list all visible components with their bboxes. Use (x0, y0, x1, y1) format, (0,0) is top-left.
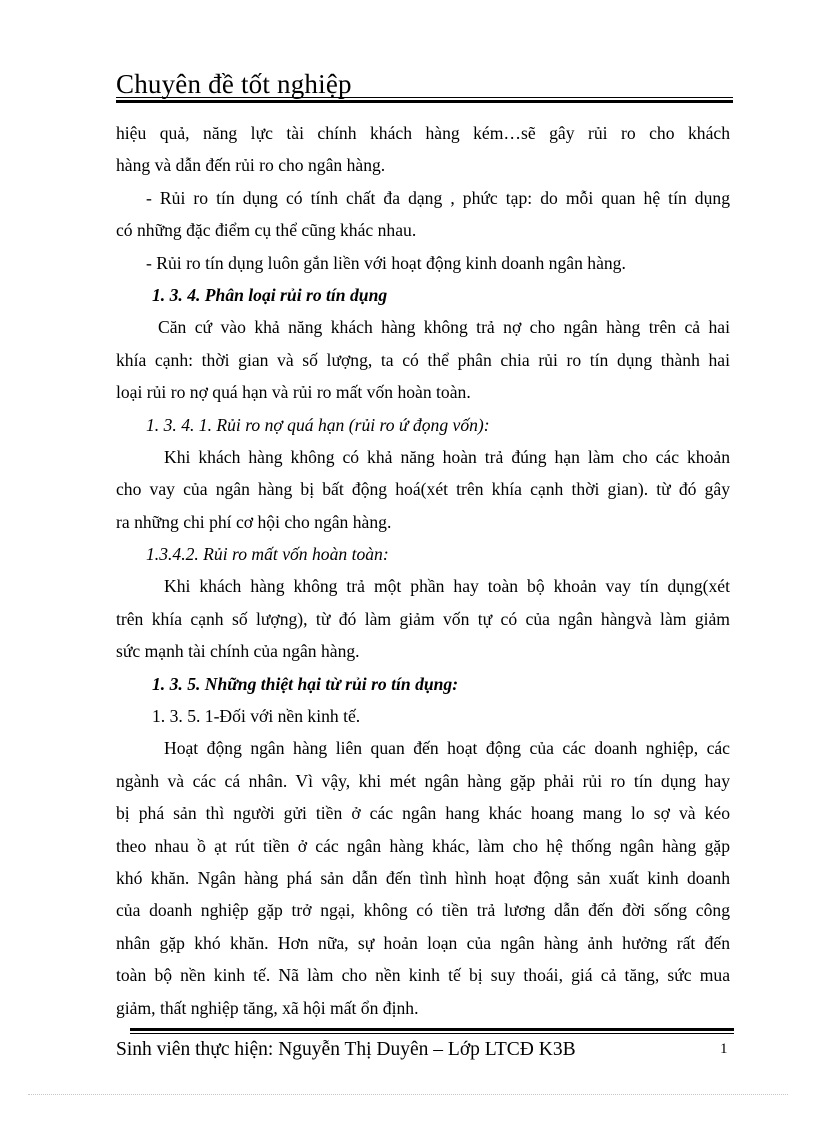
page-header-title: Chuyên đề tốt nghiệp (116, 69, 352, 99)
paragraph-line: ngành và các cá nhân. Vì vậy, khi mét ngân hàng gặp phải rủi ro tín dụng hay (116, 770, 730, 791)
paragraph-line: cho vay của ngân hàng bị bất động hoá(xét trên khía cạnh thời gian). từ đó gây (116, 479, 730, 500)
page-bottom-dotted-border (28, 1094, 788, 1095)
paragraph-line: của doanh nghiệp gặp trở ngại, không có tiền trả lương dẫn đến đời sống công (116, 900, 730, 921)
paragraph-line: nhân gặp khó khăn. Hơn nữa, sự hoản loạn của ngân hàng ảnh hưởng rất đến (116, 932, 730, 953)
section-heading: 1. 3. 5. Những thiệt hại từ rủi ro tín dụng: (152, 673, 459, 694)
paragraph-line: Khi khách hàng không có khả năng hoàn trả đúng hạn làm cho các khoản (164, 446, 730, 467)
paragraph-line: - Rủi ro tín dụng luôn gắn liền với hoạt động kinh doanh ngân hàng. (146, 252, 626, 273)
header-rule-thick (116, 100, 733, 103)
subsection-heading: 1. 3. 4. 1. Rủi ro nợ quá hạn (rủi ro ứ đọng vốn): (146, 414, 490, 435)
paragraph-line: Khi khách hàng không trả một phần hay toàn bộ khoản vay tín dụng(xét (164, 576, 730, 597)
paragraph-line: ra những chi phí cơ hội cho ngân hàng. (116, 511, 392, 532)
paragraph-line: trên khía cạnh số lượng), từ đó làm giảm vốn tự có của ngân hàngvà làm giảm (116, 608, 730, 629)
section-heading: 1. 3. 4. Phân loại rủi ro tín dụng (152, 284, 388, 305)
paragraph-line: hàng và dẫn đến rủi ro cho ngân hàng. (116, 155, 386, 176)
body-text (116, 117, 730, 1024)
paragraph-line: khía cạnh: thời gian và số lượng, ta có thể phân chia rủi ro tín dụng thành hai (116, 349, 730, 370)
paragraph-line: Căn cứ vào khả năng khách hàng không trả nợ cho ngân hàng trên cả hai (158, 317, 730, 338)
paragraph-line: sức mạnh tài chính của ngân hàng. (116, 641, 360, 662)
paragraph-line: - Rủi ro tín dụng có tính chất đa dạng , phức tạp: do mỗi quan hệ tín dụng (146, 187, 730, 208)
paragraph-line: Hoạt động ngân hàng liên quan đến hoạt động của các doanh nghiệp, các (164, 738, 730, 759)
footer-rule-thin (130, 1033, 734, 1034)
paragraph-line: loại rủi ro nợ quá hạn và rủi ro mất vốn hoàn toàn. (116, 382, 471, 403)
page-number: 1 (720, 1041, 728, 1057)
footer-author: Sinh viên thực hiện: Nguyễn Thị Duyên – Lớp LTCĐ K3B (116, 1039, 576, 1060)
paragraph-line: bị phá sản thì người gửi tiền ở các ngân hang khác hoang mang lo sợ và kéo (116, 803, 730, 824)
paragraph-line: khó khăn. Ngân hàng phá sản dẫn đến tình hình hoạt động sản xuất kinh doanh (116, 867, 730, 888)
subsection-heading: 1.3.4.2. Rủi ro mất vốn hoàn toàn: (146, 544, 389, 565)
paragraph-line: có những đặc điểm cụ thể cũng khác nhau. (116, 220, 417, 241)
paragraph-line: theo nhau ồ ạt rút tiền ở các ngân hàng khác, làm cho hệ thống ngân hàng gặp (116, 835, 730, 856)
paragraph-line: 1. 3. 5. 1-Đối với nền kinh tế. (152, 706, 361, 727)
paragraph-line: giảm, thất nghiệp tăng, xã hội mất ổn định. (116, 997, 419, 1018)
header-rule-thin (116, 97, 733, 98)
paragraph-line: hiệu quả, năng lực tài chính khách hàng kém…sẽ gây rủi ro cho khách (116, 123, 730, 143)
footer-rule-thick (130, 1028, 734, 1031)
paragraph-line: toàn bộ nền kinh tế. Nã làm cho nền kinh tế bị suy thoái, giá cả tăng, sức mua (116, 965, 730, 986)
